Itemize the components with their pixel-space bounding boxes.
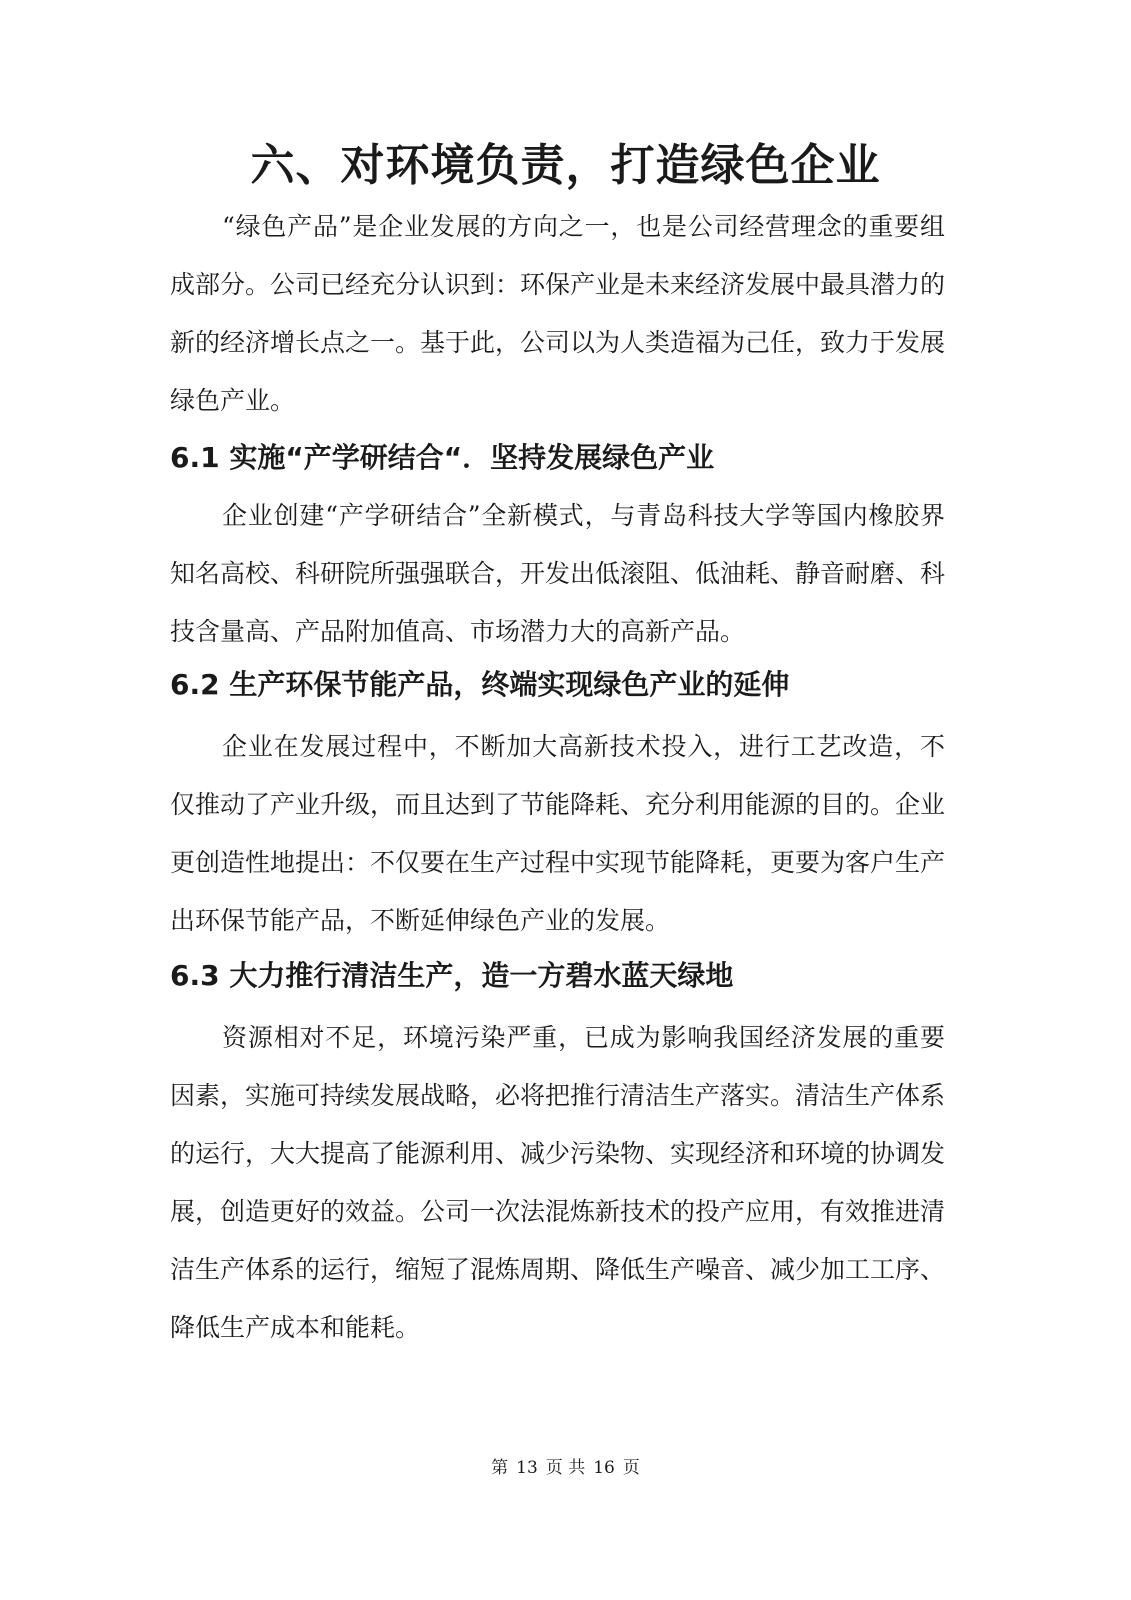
footer-page-number: 13 bbox=[516, 1458, 538, 1478]
footer-middle: 页 共 bbox=[545, 1458, 586, 1478]
page-footer bbox=[0, 1456, 1131, 1480]
section-heading-6-1: 6.1 实施“产学研结合“．坚持发展绿色产业 bbox=[170, 441, 715, 474]
intro-paragraph: “绿色产品”是企业发展的方向之一，也是公司经营理念的重要组成部分。公司已经充分认识到：环保产业是未来经济发展中最具潜力的新的经济增长点之一。基于此，公司以为人类造福为己任，致力于发展绿色产业。 bbox=[170, 212, 946, 415]
footer-prefix: 第 bbox=[491, 1458, 509, 1478]
section-paragraph-6-2: 企业在发展过程中，不断加大高新技术投入，进行工艺改造，不仅推动了产业升级，而且达到了节能降耗、充分利用能源的目的。企业更创造性地提出：不仅要在生产过程中实现节能降耗，更要为客户生产出环保节能产品，不断延伸绿色产业的发展。 bbox=[170, 732, 946, 935]
section-heading-6-2: 6.2 生产环保节能产品，终端实现绿色产业的延伸 bbox=[170, 668, 790, 701]
footer-total-pages: 16 bbox=[593, 1458, 615, 1478]
footer-suffix: 页 bbox=[622, 1458, 640, 1478]
section-paragraph-6-3: 资源相对不足，环境污染严重，已成为影响我国经济发展的重要因素，实施可持续发展战略，必将把推行清洁生产落实。清洁生产体系的运行，大大提高了能源利用、减少污染物、实现经济和环境的协调发展，创造更好的效益。公司一次法混炼新技术的投产应用，有效推进清洁生产体系的运行，缩短了混炼周期、降低生产噪音、减少加工工序、降低生产成本和能耗。 bbox=[170, 1023, 946, 1342]
page-title: 六、对环境负责，打造绿色企业 bbox=[250, 140, 881, 191]
section-paragraph-6-1: 企业创建“产学研结合”全新模式，与青岛科技大学等国内橡胶界知名高校、科研院所强强联合，开发出低滚阻、低油耗、静音耐磨、科技含量高、产品附加值高、市场潜力大的高新产品。 bbox=[170, 501, 946, 646]
section-heading-6-3: 6.3 大力推行清洁生产，造一方碧水蓝天绿地 bbox=[170, 959, 734, 992]
